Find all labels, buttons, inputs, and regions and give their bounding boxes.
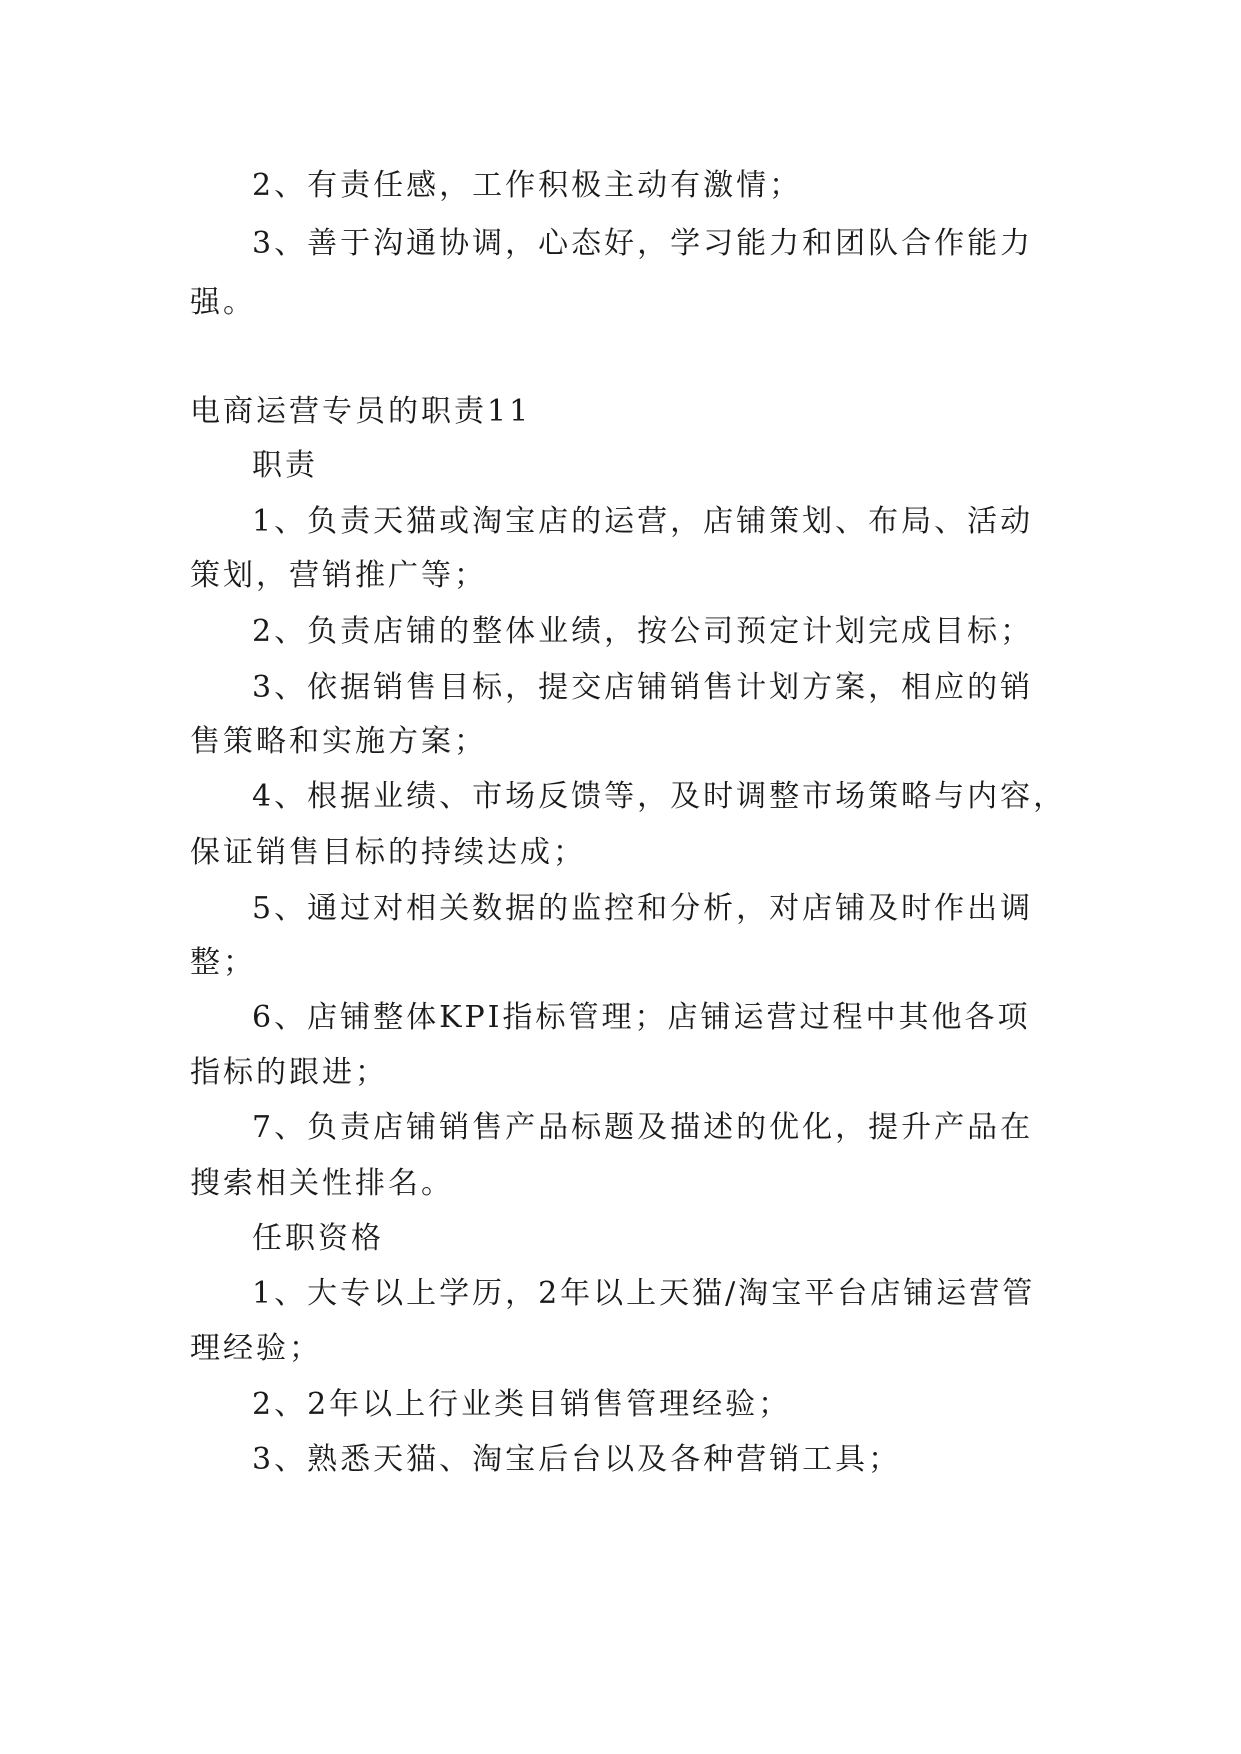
subsection-heading: 职责: [252, 448, 318, 483]
paragraph-line: 7、负责店铺销售产品标题及描述的优化，提升产品在: [252, 1110, 1034, 1145]
paragraph-line: 3、善于沟通协调，心态好，学习能力和团队合作能力: [252, 226, 1034, 261]
paragraph-line: 1、大专以上学历，2年以上天猫/淘宝平台店铺运营管: [252, 1276, 1036, 1311]
paragraph-line: 理经验；: [190, 1331, 322, 1366]
paragraph-line: 4、根据业绩、市场反馈等，及时调整市场策略与内容，: [252, 779, 1067, 814]
subsection-heading: 任职资格: [252, 1221, 384, 1256]
paragraph-line: 保证销售目标的持续达成；: [190, 835, 586, 870]
paragraph-line: 策划，营销推广等；: [190, 558, 487, 593]
paragraph-line: 强。: [190, 285, 256, 320]
paragraph-line: 6、店铺整体KPI指标管理；店铺运营过程中其他各项: [252, 1000, 1031, 1035]
paragraph-line: 售策略和实施方案；: [190, 724, 487, 759]
paragraph-line: 3、依据销售目标，提交店铺销售计划方案，相应的销: [252, 670, 1034, 705]
paragraph-line: 2、有责任感，工作积极主动有激情；: [252, 168, 803, 203]
paragraph-line: 指标的跟进；: [190, 1055, 388, 1090]
paragraph-line: 5、通过对相关数据的监控和分析，对店铺及时作出调: [252, 891, 1034, 926]
paragraph-line: 整；: [190, 945, 256, 980]
paragraph-line: 1、负责天猫或淘宝店的运营，店铺策划、布局、活动: [252, 504, 1034, 539]
paragraph-line: 2、负责店铺的整体业绩，按公司预定计划完成目标；: [252, 614, 1034, 649]
paragraph-line: 2、2年以上行业类目销售管理经验；: [252, 1387, 792, 1422]
section-heading: 电商运营专员的职责11: [190, 394, 532, 429]
paragraph-line: 搜索相关性排名。: [190, 1166, 454, 1201]
paragraph-line: 3、熟悉天猫、淘宝后台以及各种营销工具；: [252, 1442, 902, 1477]
document-page: [190, 0, 1067, 1754]
